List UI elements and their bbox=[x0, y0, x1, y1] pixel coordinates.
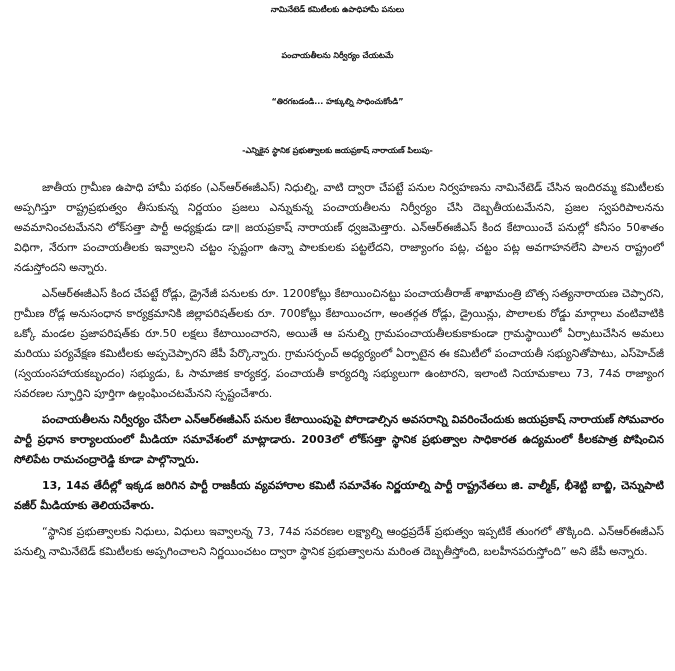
paragraph-5: “స్థానిక ప్రభుత్వాలకు నిధులు, విధులు ఇవ్వాలన్న 73, 74వ సవరణల లక్ష్యాల్ని ఆంధ్రప్రదేశ్ ప్రభుత్వం ఇప్పటికే తుంగలో తొక్కింది. ఎన్ఆర్ఈజీఎస్ పనుల్ని నామినేటెడ్ కమిటీలకు అప్పగించాలని నిర్ణయించటం ద్వారా స్థానిక ప్రభుత్వాలను మరింత దెబ్బతీస్తోంది, బలహీనపరుస్తోంది” అని జేపీ అన్నారు. bbox=[14, 525, 664, 558]
headline-line-1: నామినేటెడ్ కమిటీలకు ఉపాధిహామీ పనులు bbox=[270, 5, 405, 14]
headline-line-3: “తిరగబడండి... హక్కుల్ని సాధించుకోండి” bbox=[271, 97, 404, 106]
article-body bbox=[14, 178, 664, 666]
headline-line-2: పంచాయతీలను నిర్వీర్యం చేయటమే bbox=[281, 51, 394, 60]
paragraph-3: పంచాయతీలను నిర్వీర్యం చేసేలా ఎన్ఆర్ఈజీఎస్ పనుల కేటాయింపుపై పోరాడాల్సిన అవసరాన్ని వివరించేందుకు జయప్రకాష్ నారాయణ్ సోమవారం పార్టీ ప్రధాన కార్యాలయంలో మీడియా సమావేశంలో మాట్లాడారు. 2003లో లోక్‌సత్తా స్థానిక ప్రభుత్వాల సాధికారత ఉద్యమంలో కీలకపాత్ర పోషించిన సోలిపేట రామచంద్రారెడ్డి కూడా పాల్గొన్నారు. bbox=[14, 413, 664, 466]
subheading: -ఎన్నికైన స్థానిక ప్రభుత్వాలకు జయప్రకాష్ నారాయణ్ పిలుపు- bbox=[242, 146, 433, 155]
paragraph-4: 13, 14వ తేదీల్లో ఇక్కడ జరిగిన పార్టీ రాజకీయ వ్యవహారాల కమిటీ సమావేశం నిర్ణయాల్ని పార్టీ రాష్ట్రనేతలు జి. వాల్మీక్, భీశెట్టి బాబ్జి, చెన్నుపాటి వజీర్ మీడియాకు తెలియచేశారు. bbox=[14, 479, 664, 512]
paragraph-2: ఎన్ఆర్ఈజీఎస్ కింద చేపట్టే రోడ్లు, డ్రైనేజీ పనులకు రూ. 1200కోట్లు కేటాయించినట్టు పంచాయతీరాజ్ శాఖామంత్రి బొత్స సత్యనారాయణ చెప్పారని, గ్రామీణ రోడ్ల అనుసంధాన కార్యక్రమానికి జిల్లాపరిషత్‌లకు రూ. 700కోట్లు కేటాయించగా, అంతర్గత రోడ్లు, డ్రైయిన్లు, పొలాలకు రోడ్డు మార్గాలు వంటివాటికి ఒక్కో మండల ప్రజాపరిషత్‌కు రూ.50 లక్షలు కేటాయించారని, అయితే ఆ పనుల్ని గ్రామపంచాయతీలకుకాకుండా గ్రామస్థాయిలో ఏర్పాటుచేసిన అమలు మరియు పర్యవేక్షణ కమిటీలకు అప్పచెప్పారని జేపీ పేర్కొన్నారు. గ్రామసర్పంచ్ అధ్యర్యంలో ఏర్పాటైన ఈ కమిటీలో పంచాయతీ సభ్యునితోపాటు, ఎస్‌హెచ్‌జీ (స్వయంసహాయకబృందం) సభ్యుడు, ఓ సామాజిక కార్యకర్త, పంచాయతీ కార్యదర్శి సభ్యులుగా ఉంటారని, ఇలాంటి నియామకాలు 73, 74వ రాజ్యాంగ సవరణల స్ఫూర్తిని పూర్తిగా ఉల్లంఘించటమేనని స్పష్టంచేశారు. bbox=[14, 287, 664, 400]
paragraph-1: జాతీయ గ్రామీణ ఉపాధి హామీ పథకం (ఎన్ఆర్ఈజీఎస్) నిధుల్ని, వాటి ద్వారా చేపట్టే పనుల నిర్వహణను నామినేటెడ్ చేసిన ఇందిరమ్మ కమిటీలకు అప్పగిస్తూ రాష్ట్రప్రభుత్వం తీసుకున్న నిర్ణయం ప్రజలు ఎన్నుకున్న పంచాయతీలను నిర్వీర్యం చేసి దెబ్బతీయటమేనని, ప్రజల స్వపరిపాలనను అవమానించటమేనని లోక్‌సత్తా పార్టీ అధ్యక్షుడు డా॥ జయప్రకాష్ నారాయణ్ ధ్వజమెత్తారు. ఎన్ఆర్ఈజీఎస్ కింద కేటాయించే పనుల్లో కనీసం 50శాతం విధిగా, నేరుగా పంచాయతీలకు ఇవ్వాలని చట్టం స్పష్టంగా ఉన్నా పాలకులకు పట్టలేదని, రాజ్యాంగం పట్ల, చట్టం పట్ల అవగాహనలేని పాలన రాష్ట్రంలో నడుస్తోందని అన్నారు. bbox=[14, 181, 664, 274]
